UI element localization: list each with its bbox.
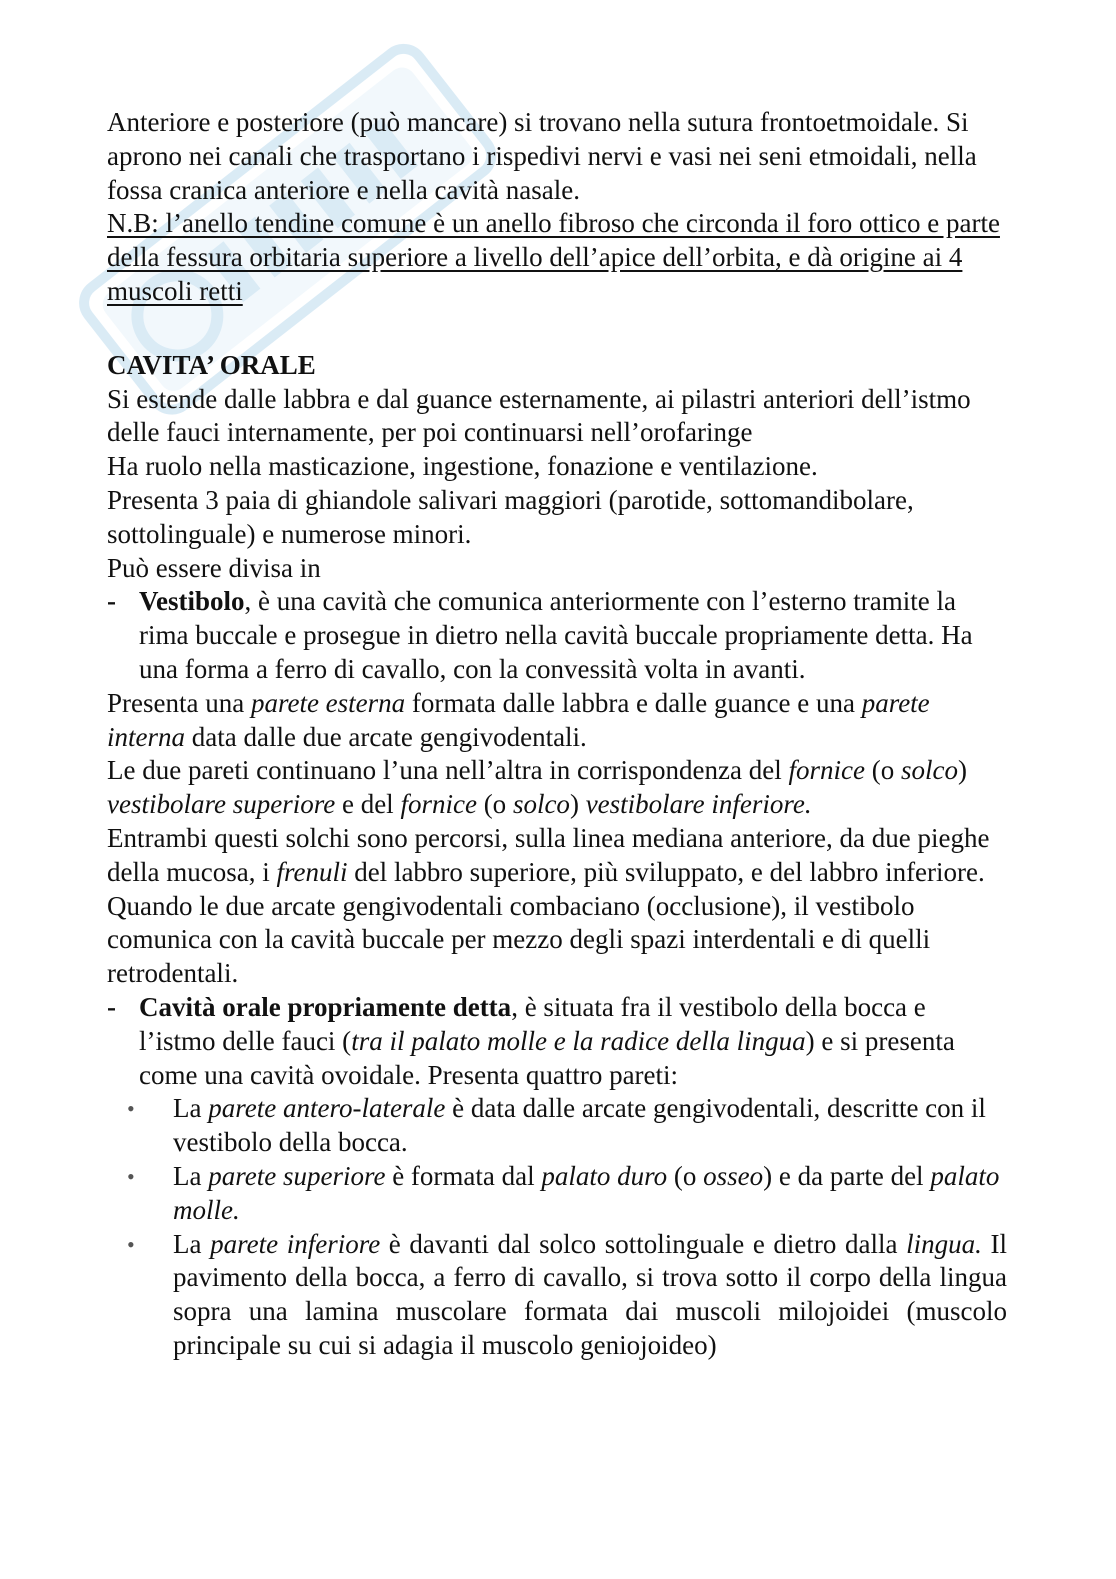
intro-paragraph: Anteriore e posteriore (può mancare) si trovano nella sutura frontoetmoidale. Si aprono nei canali che trasportano i rispedivi nervi e vasi nei seni etmoidali, nella fossa cranica anteriore e nella cavità nasale. [107,107,977,205]
bullet-item-superiore: • La parete superiore è formata dal palato duro (o osseo) e da parte del palato molle. [127,1160,1000,1225]
dash-marker: - [107,586,116,617]
paragraph-occlusione: Quando le due arcate gengivodentali combaciano (occlusione), il vestibolo comunica con la cavità buccale per mezzo degli spazi interdentali e di quelli retrodentali. [107,890,931,989]
section-paragraph-1: Si estende dalle labbra e dal guance esternamente, ai pilastri anteriori dell’istmo delle fauci internamente, per poi continuarsi nell’orofaringe [107,383,971,448]
section-paragraph-3: Presenta 3 paia di ghiandole salivari maggiori (parotide, sottomandibolare, sottolinguale) e numerose minori. [107,484,914,549]
term-cavita: Cavità orale propriamente detta [139,991,512,1022]
bullet-marker: • [127,1096,135,1122]
paragraph-fornici: Le due pareti continuano l’una nell’altra in corrispondenza del fornice (o solco) vestibolare superiore e del fornice (o solco) vestibolare inferiore. [107,755,967,820]
document-page [107,106,1007,1363]
note-paragraph: N.B: l’anello tendine comune è un anello fibroso che circonda il foro ottico e parte della fessura orbitaria superiore a livello dell’apice dell’orbita, e dà origine ai 4 muscoli retti [107,208,1000,306]
dash-marker: - [107,991,116,1022]
list-item-vestibolo [107,585,1007,686]
section-paragraph-2: Ha ruolo nella masticazione, ingestione, fonazione e ventilazione. [107,451,818,482]
bullet-marker: • [127,1231,135,1257]
paragraph-pareti: Presenta una parete esterna formata dalle labbra e dalle guance e una parete interna data dalle due arcate gengivodentali. [107,687,930,752]
term-vestibolo: Vestibolo [139,586,245,617]
bullet-marker: • [127,1163,135,1189]
vestibolo-text: , è una cavità che comunica anteriormente con l’esterno tramite la rima buccale e prosegue in dietro nella cavità buccale propriamente detta. Ha una forma a ferro di cavallo, con la convessità volta in avanti. [139,586,973,684]
section-paragraph-4: Può essere divisa in [107,552,321,583]
bullet-item-antero-laterale: • La parete antero-laterale è data dalle arcate gengivodentali, descritte con il vestibolo della bocca. [127,1093,986,1158]
list-item-cavita: - Cavità orale propriamente detta, è situata fra il vestibolo della bocca e l’istmo delle fauci (tra il palato molle e la radice della lingua) e si presenta come una cavità ovoidale. Presenta quattro pareti: [107,991,955,1090]
paragraph-frenuli: Entrambi questi solchi sono percorsi, sulla linea mediana anteriore, da due pieghe della mucosa, i frenuli del labbro superiore, più sviluppato, e del labbro inferiore. [107,822,990,887]
section-title: CAVITA’ ORALE [107,349,316,380]
bullet-item-inferiore: • La parete inferiore è davanti dal solco sottolinguale e dietro dalla lingua. Il pavimento della bocca, a ferro di cavallo, si trova sotto il corpo della lingua sopra una lamina muscolare formata dai muscoli milojoidei (muscolo principale su cui si adagia il muscolo geniojoideo) [127,1228,1007,1360]
